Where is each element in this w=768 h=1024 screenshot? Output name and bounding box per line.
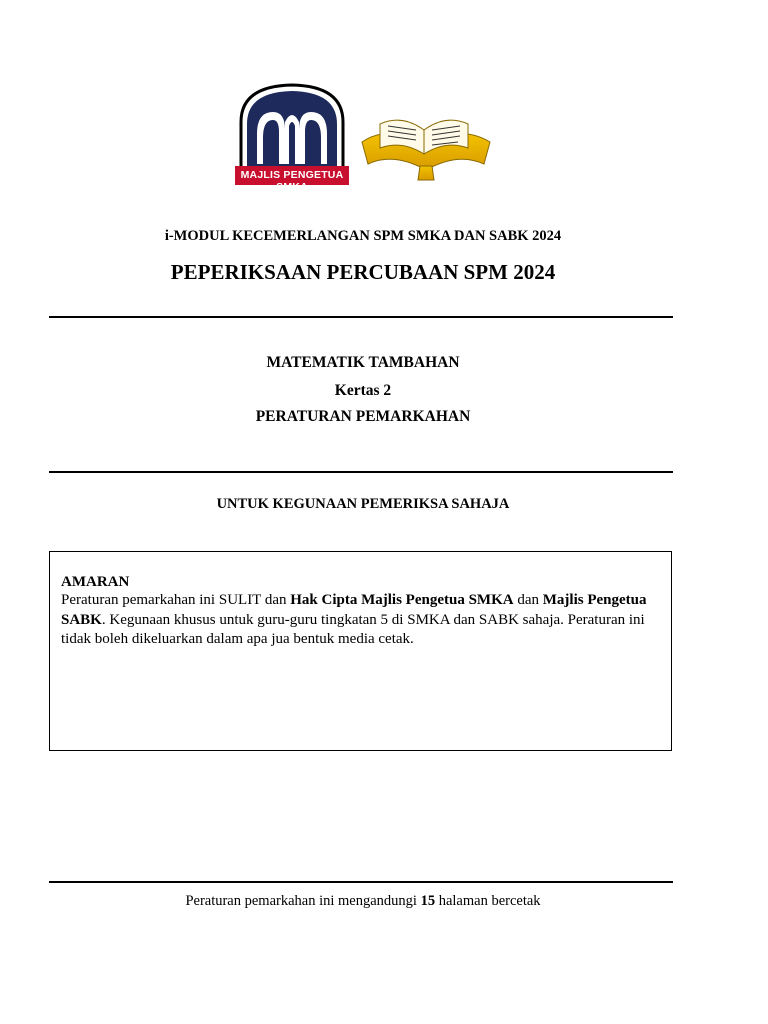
- marking-scheme-label: PERATURAN PEMARKAHAN: [255, 408, 471, 425]
- warning-text-part: Peraturan pemarkahan ini SULIT dan: [61, 592, 291, 608]
- warning-copyright-smka: Hak Cipta Majlis Pengetua SMKA: [290, 592, 514, 608]
- footer-prefix: Peraturan pemarkahan ini mengandungi: [185, 893, 421, 909]
- subject-name: MATEMATIK TAMBAHAN: [266, 354, 460, 371]
- divider-bottom: [49, 881, 673, 883]
- module-subtitle: i-MODUL KECEMERLANGAN SPM SMKA DAN SABK 2024: [164, 228, 562, 244]
- paper-number: Kertas 2: [334, 382, 392, 399]
- warning-text-part: . Kegunaan khusus untuk guru-guru tingkatan 5 di SMKA dan SABK sahaja. Peraturan ini tidak boleh dikeluarkan dalam apa jua bentuk media cetak.: [61, 611, 645, 647]
- divider-middle: [49, 471, 673, 473]
- page-count: 15: [420, 893, 436, 909]
- warning-text: [61, 591, 667, 650]
- page-count-note: [0, 893, 726, 910]
- warning-copyright-sabk: Majlis Pengetua SABK: [61, 592, 647, 628]
- warning-box: [49, 551, 672, 751]
- divider-top: [49, 316, 673, 318]
- warning-text-part: dan: [513, 592, 543, 608]
- smka-logo: [233, 82, 351, 193]
- sabk-logo: [358, 104, 494, 188]
- smka-logo-banner-text: MAJLIS PENGETUA SMKA: [240, 169, 344, 193]
- exam-title: PEPERIKSAAN PERCUBAAN SPM 2024: [170, 260, 556, 284]
- footer-suffix: halaman bercetak: [435, 893, 541, 909]
- examiner-use-note: UNTUK KEGUNAAN PEMERIKSA SAHAJA: [216, 496, 510, 512]
- warning-title: AMARAN: [61, 574, 130, 590]
